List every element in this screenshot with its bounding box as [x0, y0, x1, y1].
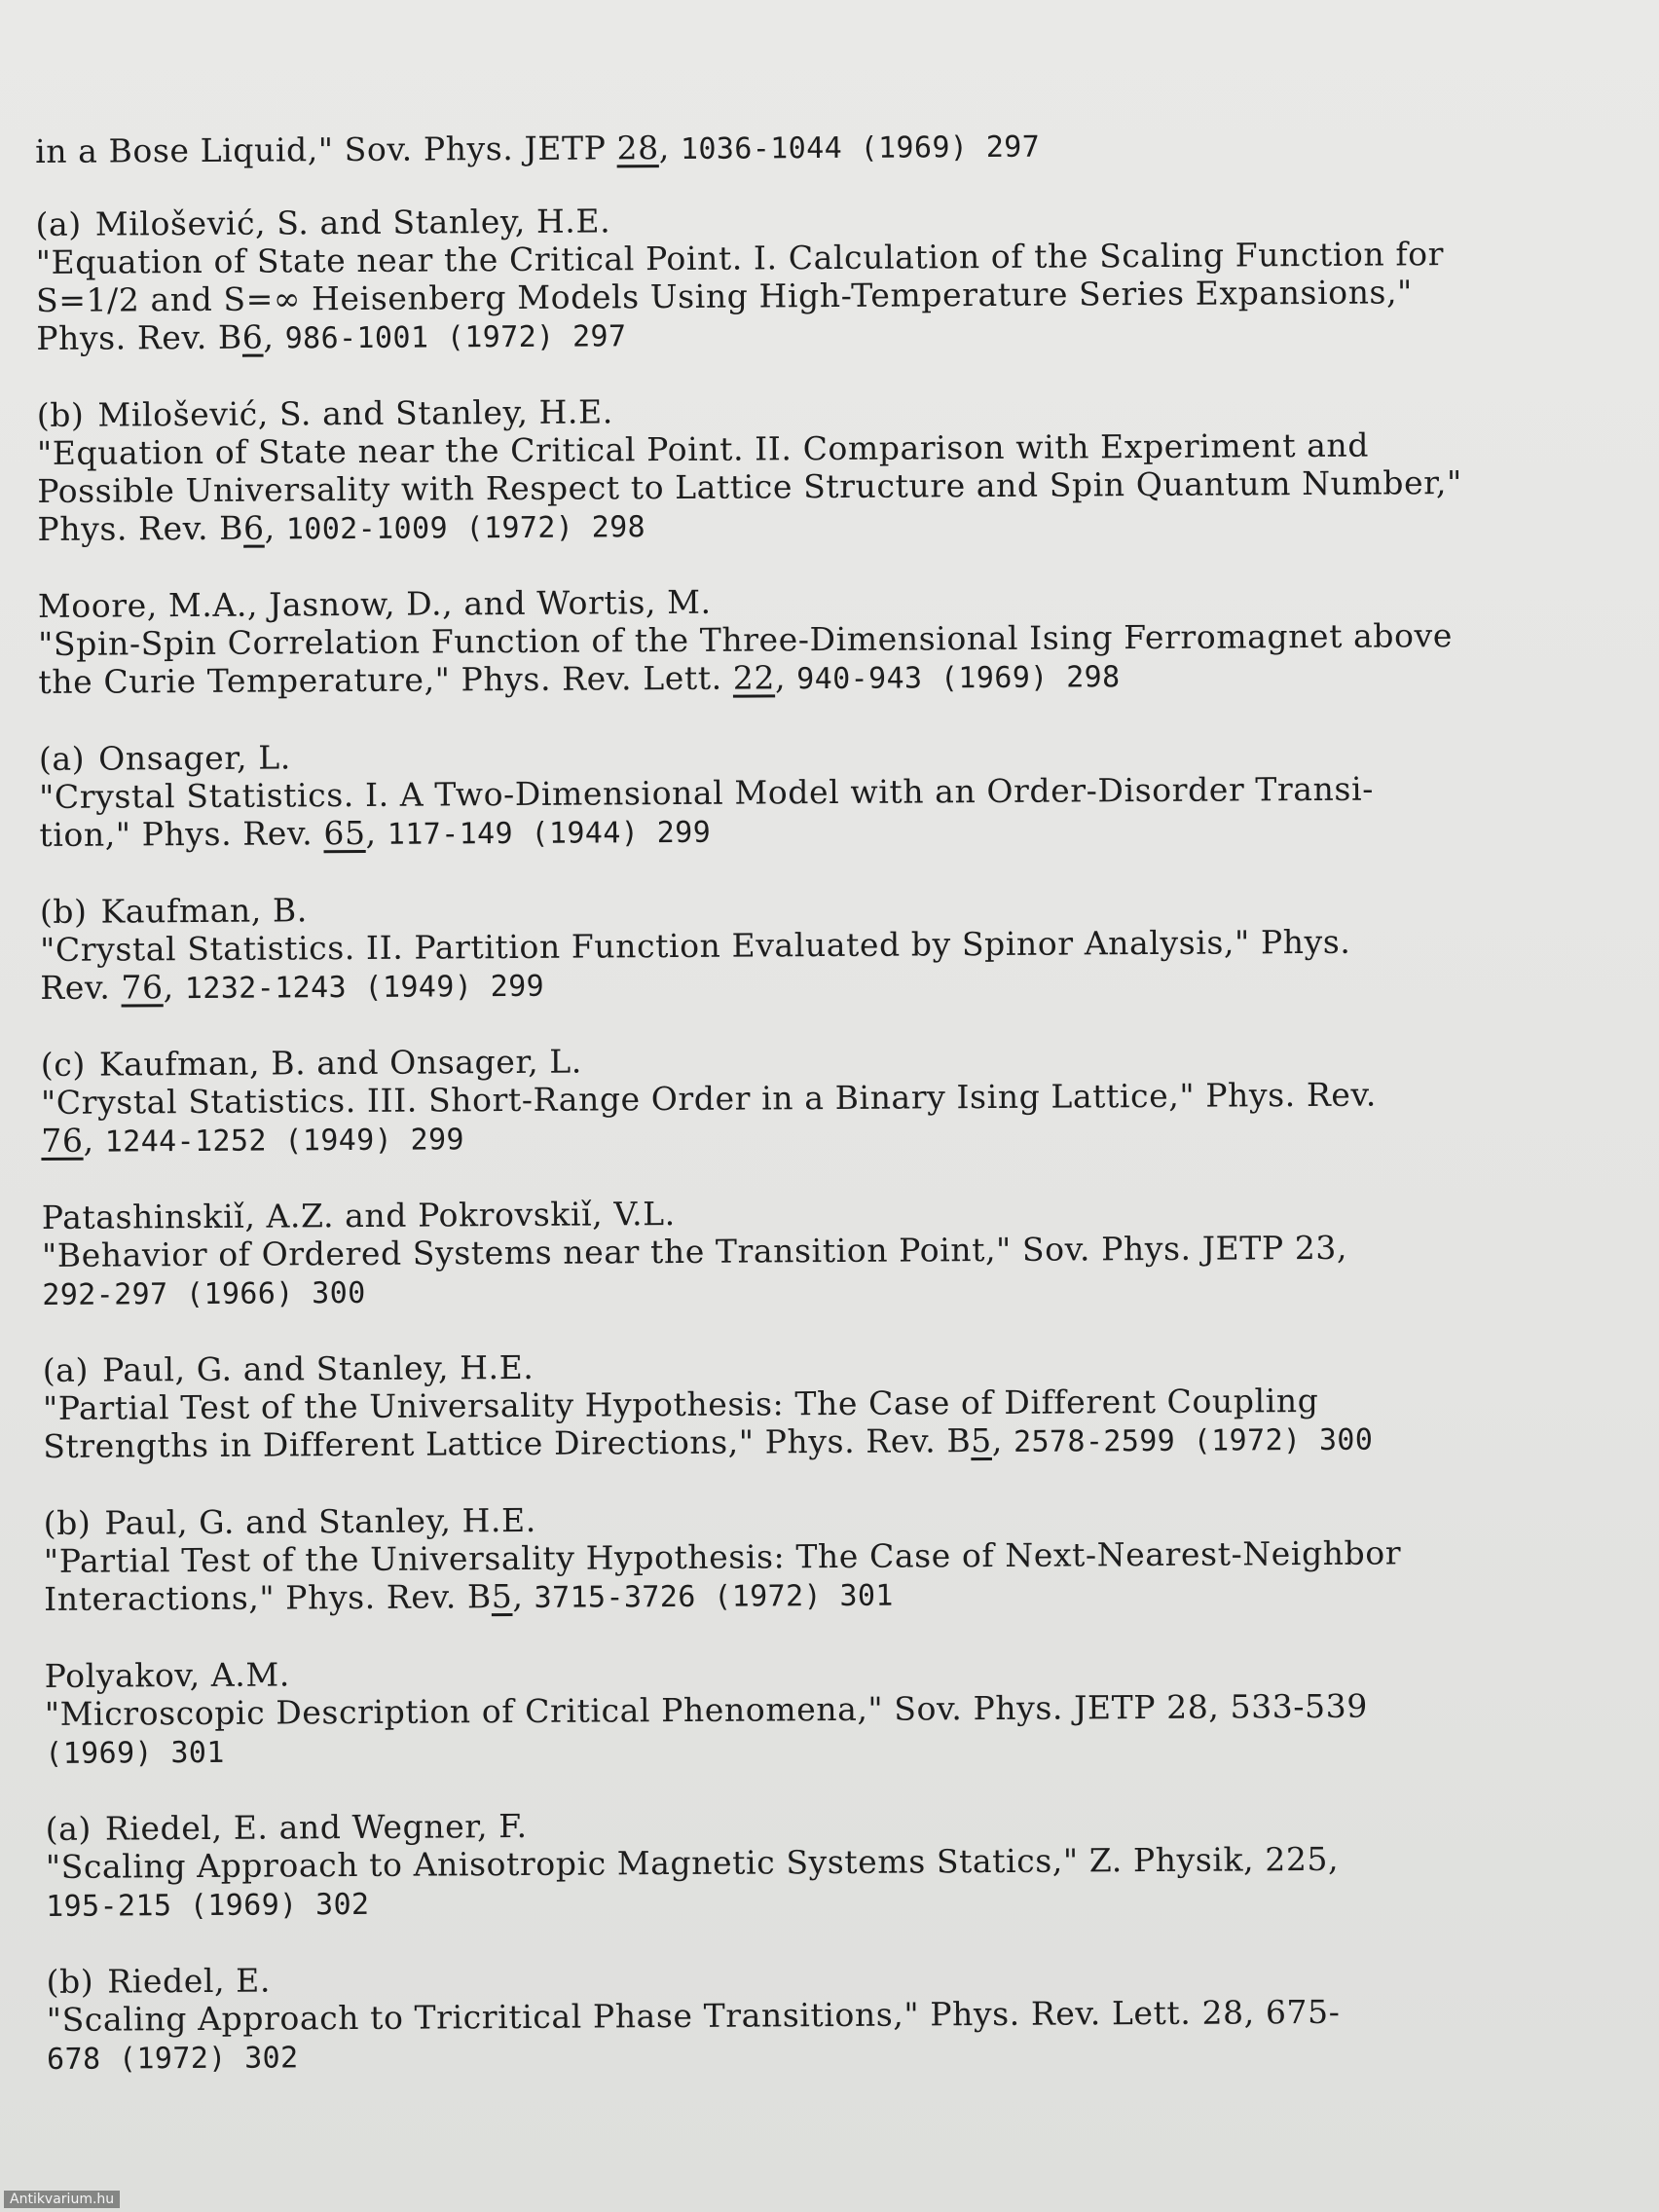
volume-number: 6 — [242, 508, 265, 547]
title-line: "Partial Test of the Universality Hypothesis: The Case of Next-Nearest-Neighbor — [43, 1533, 1402, 1580]
pages-year-cited: 1232-1243 (1949) 299 — [184, 969, 545, 1007]
entry-label: (b) — [36, 395, 85, 434]
entry-label: (c) — [40, 1045, 86, 1084]
authors: Riedel, E. and Wegner, F. — [104, 1806, 528, 1848]
title-line: "Behavior of Ordered Systems near the Transition Point," Sov. Phys. JETP 23, — [41, 1228, 1348, 1274]
authors: Onsager, L. — [98, 738, 291, 778]
entry-label: (a) — [35, 204, 82, 243]
pages-year-cited: 678 (1972) 302 — [46, 2041, 299, 2077]
authors: Moore, M.A., Jasnow, D., and Wortis, M. — [37, 582, 712, 625]
citation-line: Phys. Rev. B6, 986-1001 (1972) 297 — [36, 317, 627, 357]
citation-line: 76, 1244-1252 (1949) 299 — [41, 1121, 465, 1160]
pages-year-cited: 3715-3726 (1972) 301 — [534, 1578, 894, 1615]
authors: Paul, G. and Stanley, H.E. — [104, 1500, 536, 1542]
reference-entry — [38, 577, 1636, 703]
entry-label: (a) — [45, 1809, 92, 1848]
reference-entry — [46, 1953, 1643, 2079]
title-line: Possible Universality with Respect to Lattice Structure and Spin Quantum Number," — [37, 463, 1462, 510]
pages-year-cited: (1969) 301 — [45, 1735, 225, 1771]
volume-number: 28 — [616, 129, 659, 167]
pages-year-cited: 117-149 (1944) 299 — [387, 815, 712, 852]
reference-list — [35, 123, 1643, 2116]
title-line: "Equation of State near the Critical Point. II. Comparison with Experiment and — [36, 425, 1370, 472]
authors: Patashinskiǐ, A.Z. and Pokrovskiǐ, V.L. — [41, 1195, 676, 1236]
title-line: "Partial Test of the Universality Hypothesis: The Case of Different Coupling — [42, 1381, 1319, 1427]
authors: Kaufman, B. — [100, 891, 309, 931]
citation-text: , — [658, 128, 682, 167]
reference-continuation — [35, 123, 1632, 172]
journal: Strengths in Different Lattice Directions," Phys. Rev. B — [43, 1421, 972, 1465]
pages-year-cited: 292-297 (1966) 300 — [42, 1275, 366, 1312]
pages-year-cited: 1002-1009 (1972) 298 — [285, 510, 646, 547]
title-line: "Scaling Approach to Anisotropic Magnetic Systems Statics," Z. Physik, 225, — [45, 1839, 1340, 1886]
reference-entry — [35, 196, 1633, 359]
title-line: "Scaling Approach to Tricritical Phase Transitions," Phys. Rev. Lett. 28, 675- — [46, 1992, 1341, 2039]
authors: Polyakov, A.M. — [44, 1655, 290, 1695]
citation-line — [47, 2029, 1643, 2079]
volume-number: 5 — [971, 1421, 992, 1460]
entry-label: (a) — [42, 1350, 90, 1389]
citation-line: Strengths in Different Lattice Directions," Phys. Rev. B5, 2578-2599 (1972) 300 — [43, 1420, 1374, 1465]
reference-entry — [37, 387, 1635, 550]
journal: the Curie Temperature," Phys. Rev. Lett. — [38, 658, 733, 701]
volume-number: 76 — [121, 968, 164, 1007]
entry-label: (b) — [39, 892, 88, 931]
volume-number: 5 — [491, 1577, 513, 1616]
citation-line: Phys. Rev. B6, 1002-1009 (1972) 298 — [37, 508, 646, 548]
reference-entry — [44, 1494, 1641, 1620]
pages-year-cited: 1244-1252 (1949) 299 — [104, 1123, 465, 1160]
volume-number: 6 — [241, 317, 264, 356]
volume-number: 22 — [732, 658, 776, 697]
reference-entry — [41, 1036, 1639, 1161]
journal: Interactions," Phys. Rev. B — [44, 1577, 492, 1618]
authors: Paul, G. and Stanley, H.E. — [101, 1347, 535, 1389]
title-line: S=1/2 and S=∞ Heisenberg Models Using High-Temperature Series Expansions," — [35, 273, 1414, 319]
watermark: Antikvarium.hu — [4, 2191, 120, 2208]
citation-line: Rev. 76, 1232-1243 (1949) 299 — [40, 968, 545, 1007]
authors: Riedel, E. — [107, 1961, 272, 2001]
citation-line — [46, 1876, 1642, 1926]
authors: Kaufman, B. and Onsager, L. — [98, 1042, 583, 1084]
reference-entry — [45, 1647, 1642, 1773]
entry-label: (b) — [43, 1503, 92, 1542]
authors: Milošević, S. and Stanley, H.E. — [97, 392, 613, 434]
journal: tion," Phys. Rev. — [39, 814, 324, 854]
entry-label: (b) — [46, 1962, 94, 2001]
journal: Phys. Rev. B — [36, 317, 242, 357]
citation-line — [42, 1265, 1639, 1314]
journal: Rev. — [40, 968, 122, 1007]
authors: Milošević, S. and Stanley, H.E. — [94, 202, 611, 243]
title-line: "Spin-Spin Correlation Function of the Three-Dimensional Ising Ferromagnet above — [38, 616, 1454, 663]
volume-number: 65 — [323, 813, 366, 853]
reference-entry — [35, 123, 1632, 172]
citation-text: 1036-1044 (1969) 297 — [680, 129, 1041, 166]
title-line: "Equation of State near the Critical Point. I. Calculation of the Scaling Function for — [35, 235, 1445, 281]
title-line: "Microscopic Description of Critical Phenomena," Sov. Phys. JETP 28, 533-539 — [44, 1686, 1368, 1733]
pages-year-cited: 2578-2599 (1972) 300 — [1013, 1422, 1374, 1459]
reference-entry — [42, 1189, 1640, 1314]
pages-year-cited: 986-1001 (1972) 297 — [284, 319, 627, 356]
title-line: "Crystal Statistics. III. Short-Range Order in a Binary Ising Lattice," Phys. Rev. — [40, 1075, 1378, 1122]
pages-year-cited: 940-943 (1969) 298 — [796, 660, 1121, 697]
reference-entry — [43, 1342, 1641, 1467]
citation-line: Interactions," Phys. Rev. B5, 3715-3726 (1972) 301 — [44, 1576, 894, 1618]
volume-number: 76 — [41, 1121, 84, 1160]
reference-entry — [46, 1800, 1643, 1926]
title-line: "Crystal Statistics. II. Partition Function Evaluated by Spinor Analysis," Phys. — [40, 922, 1351, 969]
reference-entry — [40, 883, 1638, 1009]
citation-line: tion," Phys. Rev. 65, 117-149 (1944) 299 — [39, 813, 712, 854]
entry-label: (a) — [38, 739, 86, 778]
reference-entry — [39, 730, 1637, 856]
citation-text: in a Bose Liquid," Sov. Phys. JETP — [35, 129, 617, 170]
pages-year-cited: 195-215 (1969) 302 — [46, 1887, 370, 1924]
citation-line: the Curie Temperature," Phys. Rev. Lett. 22, 940-943 (1969) 298 — [38, 658, 1121, 701]
journal: Phys. Rev. B — [37, 508, 244, 548]
title-line: "Crystal Statistics. I. A Two-Dimensional Model with an Order-Disorder Transi- — [39, 769, 1375, 816]
